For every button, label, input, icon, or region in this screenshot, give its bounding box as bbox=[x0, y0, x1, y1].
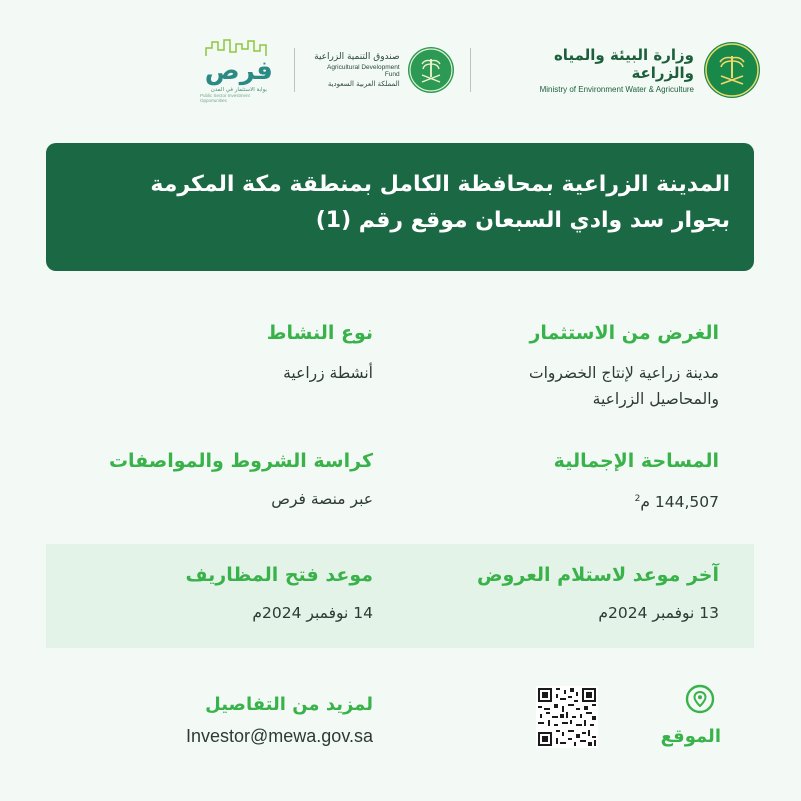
furas-subtitle-en: Public Sector Investment Opportunities bbox=[200, 92, 250, 103]
contact-email-link[interactable]: Investor@mewa.gov.sa bbox=[185, 726, 373, 746]
activity-label: نوع النشاط bbox=[266, 322, 373, 344]
palm-swords-emblem-icon bbox=[704, 42, 760, 98]
area-unit-exponent: 2 bbox=[634, 494, 641, 504]
area-unit: م bbox=[640, 493, 650, 512]
fund-emblem-icon bbox=[408, 47, 454, 93]
furas-logo bbox=[200, 38, 278, 103]
fund-name-en: Agricultural Development Fund bbox=[327, 64, 400, 78]
area-number: 144,507 bbox=[654, 493, 719, 512]
fund-logo bbox=[311, 47, 454, 93]
logo-divider bbox=[294, 48, 295, 92]
map-pin-icon[interactable] bbox=[685, 684, 715, 714]
deadline-value: 13 نوفمبر 2024م bbox=[598, 604, 719, 622]
title-line-2: بجوار سد وادي السبعان موقع رقم (1) bbox=[315, 208, 730, 233]
fund-name-ar: صندوق التنمية الزراعية bbox=[314, 52, 400, 62]
header-logos bbox=[200, 30, 760, 110]
opening-label: موعد فتح المظاريف bbox=[185, 564, 373, 586]
logo-divider bbox=[470, 48, 471, 92]
more-details-label: لمزيد من التفاصيل bbox=[205, 694, 373, 715]
deadline-label: آخر موعد لاستلام العروض bbox=[477, 564, 719, 586]
purpose-label: الغرض من الاستثمار bbox=[529, 322, 719, 344]
activity-value: أنشطة زراعية bbox=[283, 364, 373, 382]
opening-block bbox=[73, 562, 373, 626]
ministry-logo bbox=[487, 42, 760, 98]
area-label: المساحة الإجمالية bbox=[553, 450, 719, 472]
title-line-1: المدينة الزراعية بمحافظة الكامل بمنطقة مكة المكرمة bbox=[150, 172, 730, 197]
deadline-block bbox=[419, 562, 719, 626]
ministry-name-en: Ministry of Environment Water & Agriculture bbox=[539, 85, 694, 94]
purpose-block bbox=[419, 320, 719, 412]
furas-wordmark: فرص bbox=[204, 55, 273, 86]
area-value bbox=[419, 486, 719, 515]
city-skyline-icon bbox=[204, 38, 274, 58]
ministry-name-ar: وزارة البيئة والمياه والزراعة bbox=[553, 46, 694, 82]
title-banner bbox=[46, 143, 754, 271]
opening-value: 14 نوفمبر 2024م bbox=[252, 604, 373, 622]
booklet-label: كراسة الشروط والمواصفات bbox=[108, 450, 373, 472]
qr-code-icon[interactable] bbox=[536, 686, 598, 748]
booklet-block bbox=[73, 448, 373, 512]
purpose-value-line-2: والمحاصيل الزراعية bbox=[592, 390, 719, 408]
area-block bbox=[419, 448, 719, 515]
purpose-value bbox=[419, 360, 719, 412]
fund-country-ar: المملكة العربية السعودية bbox=[327, 80, 400, 88]
purpose-value-line-1: مدينة زراعية لإنتاج الخضروات bbox=[528, 364, 719, 382]
booklet-value: عبر منصة فرص bbox=[271, 490, 373, 508]
furas-subtitle-ar: بوابة الاستثمار في المدن bbox=[210, 86, 267, 93]
location-label[interactable]: الموقع bbox=[660, 726, 721, 747]
activity-block bbox=[73, 320, 373, 386]
